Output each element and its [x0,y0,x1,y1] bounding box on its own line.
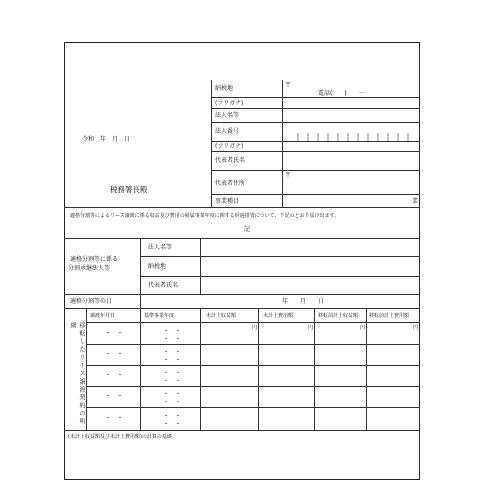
ki-label: 記 [244,226,251,233]
statement-text: 適格分割等によるリース譲渡に係る収益及び費用の帰属事業年度に関する経過措置について、下記のとおり届け出ます。 [70,213,340,219]
party-group-label-2: 分割承継法人等 [68,265,111,272]
corp-number-label: 法人番号 [215,128,240,135]
col-header-pre-cost: 移転前計上費用額 [369,313,410,319]
rep-address-label: 代表者住所 [215,180,246,187]
party-group-label-1: 適格分割等に係る [70,256,119,263]
col-header-transfer-date: 譲渡年月日 [90,313,116,319]
col-header-unrecorded-revenue: 未計上収益額 [206,313,237,319]
row-1-base-year-b[interactable]: ・ ・ [163,336,182,343]
party-row-corp-name: 法人名等 [148,244,173,251]
corp-name-label: 法人名等 [215,112,240,119]
row-3-base-year-a[interactable]: ・ ・ [163,370,182,377]
table-side-label: 移転したリース譲渡契約の明細 [69,322,85,426]
row-5-date[interactable]: ・ ・ [105,415,124,422]
row-3-date[interactable]: ・ ・ [105,372,124,379]
row-2-base-year-b[interactable]: ・ ・ [163,357,182,364]
row-5-base-year-b[interactable]: ・ ・ [163,421,182,428]
split-date-value[interactable]: 年 月 日 [282,298,325,305]
date-label: 令和 年 月 日 [82,136,131,143]
unit-mark-2: 円 [308,325,314,331]
corp-number-boxes[interactable] [288,126,416,138]
business-label: 事業種目 [215,198,240,205]
furigana-label: (フリガナ) [215,100,244,107]
party-row-address: 納税地 [148,263,167,270]
postal-mark: 〒 [285,82,292,89]
row-1-date[interactable]: ・ ・ [105,330,124,337]
postal-mark-2: 〒 [285,172,292,179]
party-row-rep-name: 代表者氏名 [148,282,179,289]
row-4-date[interactable]: ・ ・ [105,393,124,400]
col-header-unrecorded-cost: 未計上費用額 [263,313,294,319]
row-4-base-year-b[interactable]: ・ ・ [163,399,182,406]
furigana2-label: (フリガナ) [215,143,244,150]
row-3-base-year-b[interactable]: ・ ・ [163,378,182,385]
unit-mark-4: 円 [413,325,419,331]
footnote-text: (未計上収益額及び未計上費用額)の計算の基礎 [68,434,172,440]
tax-office-label: 税務署長殿 [110,185,148,194]
split-date-label: 適格分割等の日 [70,298,113,305]
rep-name-label: 代表者氏名 [215,157,246,164]
row-1-base-year-a[interactable]: ・ ・ [163,328,182,335]
row-2-base-year-a[interactable]: ・ ・ [163,349,182,356]
business-suffix: 業 [412,198,419,205]
col-header-base-year: 基準事業年度 [144,313,175,319]
address-label: 納税地 [215,85,234,92]
row-2-date[interactable]: ・ ・ [105,351,124,358]
col-header-pre-revenue: 移転前計上収益額 [318,313,359,319]
row-5-base-year-a[interactable]: ・ ・ [163,413,182,420]
unit-mark-1: 円 [252,325,258,331]
phone-field[interactable]: 電話( ) － [318,90,365,97]
unit-mark-3: 円 [360,325,366,331]
row-4-base-year-a[interactable]: ・ ・ [163,391,182,398]
